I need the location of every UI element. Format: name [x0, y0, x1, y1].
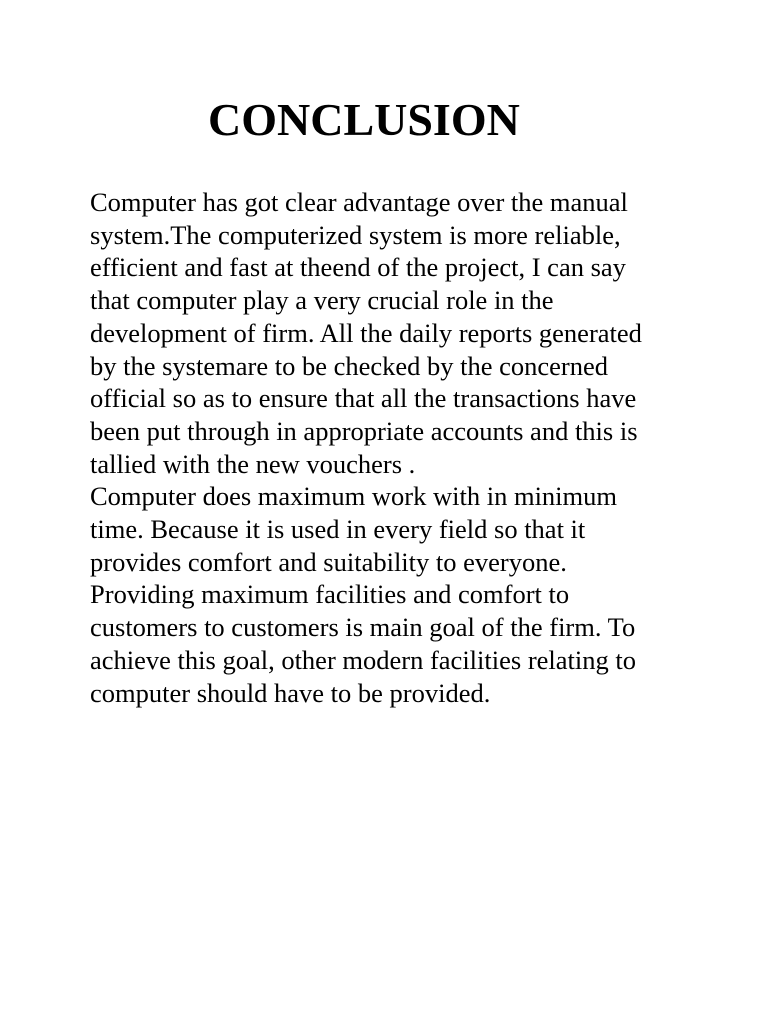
text-line: system.The computerized system is more reliable,: [90, 219, 621, 250]
text-line: official so as to ensure that all the transactions have: [90, 383, 637, 414]
text-line: computer should have to be provided.: [90, 677, 491, 708]
text-line: tallied with the new vouchers .: [90, 448, 416, 479]
text-line: by the systemare to be checked by the concerned: [90, 350, 609, 381]
text-line: achieve this goal, other modern facilities relating to: [90, 644, 637, 675]
text-line: Providing maximum facilities and comfort to: [90, 579, 570, 610]
text-line: Computer has got clear advantage over the manual: [90, 187, 628, 217]
text-line: Computer does maximum work with in minimum: [90, 481, 618, 512]
text-line: been put through in appropriate accounts and this is: [90, 415, 638, 446]
text-line: provides comfort and suitability to everyone.: [90, 546, 567, 577]
text-line: customers to customers is main goal of the firm. To: [90, 612, 636, 643]
page-title: CONCLUSION: [208, 94, 520, 145]
conclusion-body: [90, 186, 690, 709]
text-line: time. Because it is used in every field so that it: [90, 514, 586, 545]
text-line: efficient and fast at theend of the project, I can say: [90, 252, 626, 283]
text-line: that computer play a very crucial role in the: [90, 285, 554, 316]
text-line: development of firm. All the daily reports generated: [90, 317, 642, 348]
